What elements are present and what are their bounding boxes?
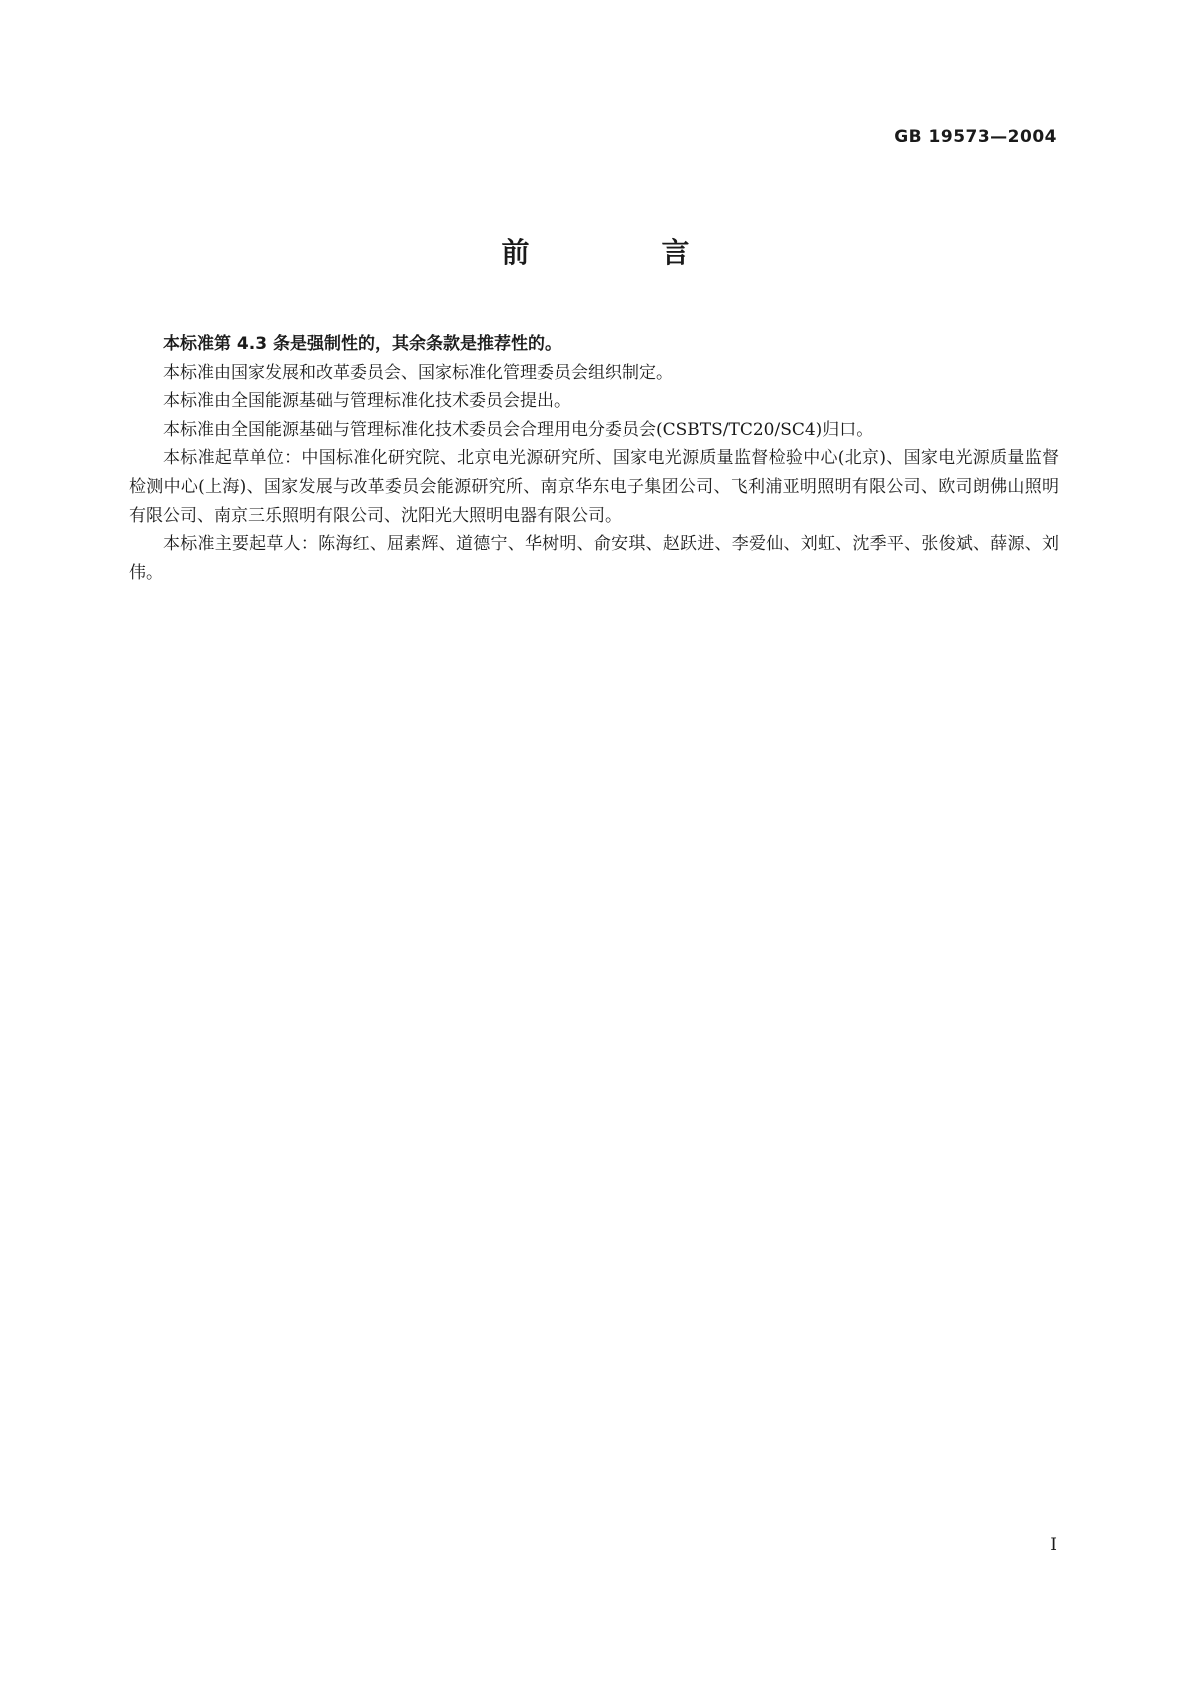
paragraph-proposer: 本标准由全国能源基础与管理标准化技术委员会提出。	[163, 391, 571, 412]
paragraph-organizer: 本标准由国家发展和改革委员会、国家标准化管理委员会组织制定。	[163, 362, 673, 383]
page-number: I	[1050, 1535, 1057, 1555]
foreword-body	[129, 330, 1059, 587]
paragraph-drafting-units: 本标准起草单位：中国标准化研究院、北京电光源研究所、国家电光源质量监督检验中心(北京)、国家电光源质量监督检测中心(上海)、国家发展与改革委员会能源研究所、南京华东电子集团公司、飞利浦亚明照明有限公司、欧司朗佛山照明有限公司、南京三乐照明有限公司、沈阳光大照明电器有限公司。	[129, 448, 1059, 526]
standard-number: GB 19573—2004	[894, 127, 1057, 147]
mandatory-clause-paragraph: 本标准第 4.3 条是强制性的，其余条款是推荐性的。	[163, 334, 562, 354]
paragraph-administrator: 本标准由全国能源基础与管理标准化技术委员会合理用电分委员会(CSBTS/TC20/SC4)归口。	[163, 419, 874, 440]
paragraph-drafters: 本标准主要起草人：陈海红、屈素辉、道德宁、华树明、俞安琪、赵跃进、李爱仙、刘虹、沈季平、张俊斌、薛源、刘伟。	[129, 534, 1059, 583]
page-title: 前 言	[501, 236, 742, 269]
